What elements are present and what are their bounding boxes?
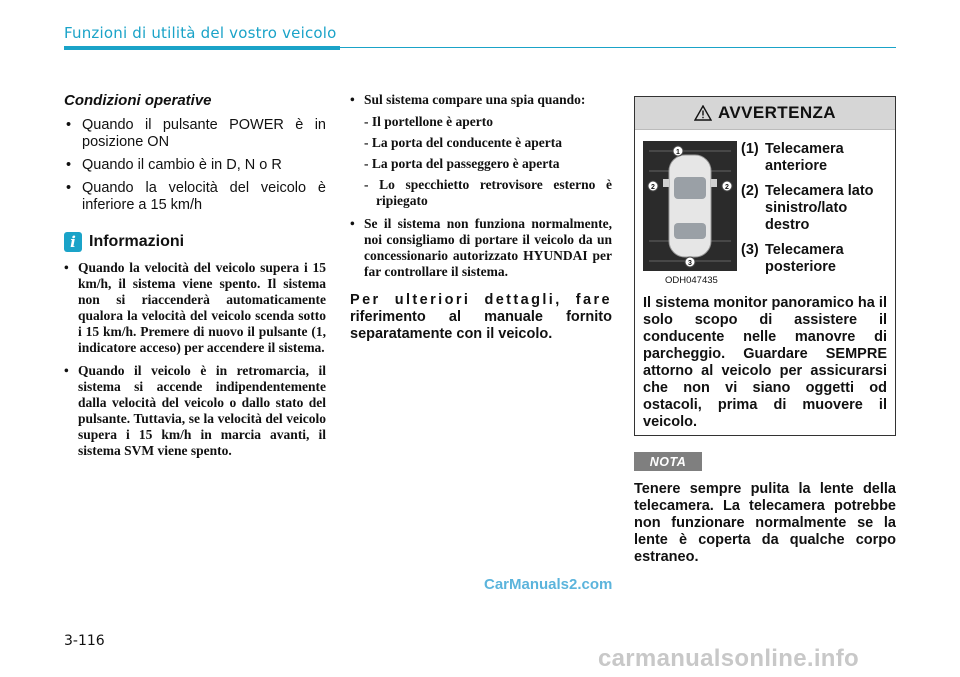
camera-number: (2)	[741, 183, 759, 199]
spia-sub-item: - Lo specchietto retrovisore esterno è ripiegato	[364, 177, 612, 208]
camera-item	[741, 183, 891, 234]
camera-label: Telecamera anteriore	[765, 141, 844, 174]
more-info-line1: Per ulteriori dettagli, fare	[350, 292, 612, 308]
warning-box	[634, 96, 896, 436]
marker-rear: 3	[688, 260, 692, 267]
info-item: • Quando il veicolo è in retromarcia, il sistema si accende indipendentemente dalla velocità del veicolo o dallo stato del pulsante. Tuttavia, se la velocità del veicolo supera i 15 km/h in marcia avanti, il sistema SVM viene spento.	[64, 363, 326, 459]
camera-list	[741, 141, 891, 284]
warning-header	[635, 97, 895, 130]
watermark-top[interactable]: CarManuals2.com	[484, 576, 613, 593]
header-rule-thin	[340, 47, 896, 48]
camera-item	[741, 242, 891, 276]
conditions-title: Condizioni operative	[64, 92, 212, 109]
marker-left: 2	[651, 184, 655, 191]
spia-bullet	[350, 92, 612, 209]
watermark-bottom[interactable]: carmanualsonline.info	[598, 645, 860, 672]
conditions-item: • Quando la velocità del veicolo è inferiore a 15 km/h	[64, 180, 326, 214]
camera-label: Telecamera posteriore	[765, 242, 844, 275]
page-number: 3-116	[64, 633, 105, 649]
spia-sub-item: - La porta del conducente è aperta	[364, 135, 562, 150]
marker-front: 1	[676, 149, 680, 156]
spia-sub-item: - Il portellone è aperto	[364, 114, 493, 129]
nota-badge: NOTA	[634, 452, 702, 471]
marker-right: 2	[725, 184, 729, 191]
info-header	[64, 232, 326, 252]
header-rule-thick	[64, 46, 340, 50]
car-top-view-image	[643, 141, 737, 271]
spia-sub-item: - La porta del passeggero è aperta	[364, 156, 560, 171]
column-right	[634, 96, 896, 436]
spia-sub-list	[364, 114, 612, 209]
camera-number: (3)	[741, 242, 759, 258]
column-middle	[350, 92, 612, 343]
spia-list	[350, 92, 612, 280]
conditions-item: • Quando il pulsante POWER è in posizione ON	[64, 117, 326, 151]
malfunction-item: • Se il sistema non funziona normalmente, noi consigliamo di portare il veicolo da un concessionario autorizzato HYUNDAI per far controllare il sistema.	[350, 216, 612, 280]
conditions-list	[64, 117, 326, 214]
warning-text: Il sistema monitor panoramico ha il solo scopo di assistere il conducente nelle manovre di parcheggio. Guardare SEMPRE attorno al veicolo per assicurarsi che non vi siano oggetti od ostacoli, prima di muovere il veicolo.	[643, 295, 887, 430]
warning-title: AVVERTENZA	[718, 103, 836, 122]
section-header-title: Funzioni di utilità del vostro veicolo	[64, 24, 337, 42]
warning-triangle-icon	[694, 105, 712, 121]
info-item: • Quando la velocità del veicolo supera i 15 km/h, il sistema viene spento. Il sistema non si riaccenderà automaticamente qualora la velocità del veicolo scenda sotto i 15 km/h. Premere di nuovo il pulsante (1, indicatore acceso) per accendere il sistema.	[64, 260, 326, 356]
info-list	[64, 260, 326, 459]
camera-label: Telecamera lato sinistro/lato destro	[765, 183, 874, 233]
image-code: ODH047435	[665, 275, 718, 286]
more-info-rest: riferimento al manuale fornito separatamente con il veicolo.	[350, 309, 612, 342]
camera-number: (1)	[741, 141, 759, 157]
camera-item	[741, 141, 891, 175]
nota-text: Tenere sempre pulita la lente della telecamera. La telecamera potrebbe non funzionare normalmente se la lente è coperta da qualche corpo estraneo.	[634, 481, 896, 565]
conditions-item: • Quando il cambio è in D, N o R	[64, 157, 326, 174]
info-icon: i	[64, 232, 82, 252]
spia-intro: Sul sistema compare una spia quando:	[364, 92, 586, 107]
info-title: Informazioni	[89, 233, 185, 250]
more-info-paragraph	[350, 292, 612, 343]
column-left	[64, 92, 326, 466]
